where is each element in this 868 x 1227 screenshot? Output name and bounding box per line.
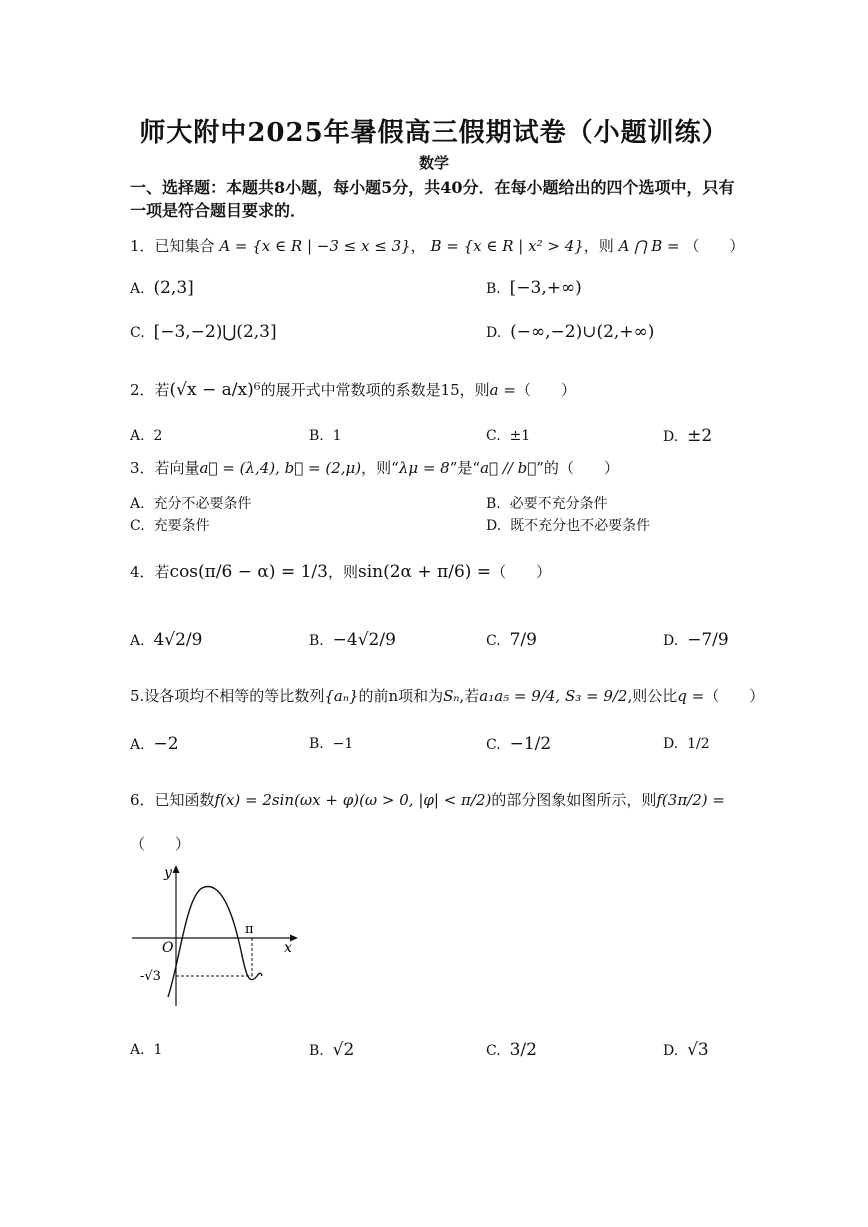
q4-option-a[interactable] [130,628,202,653]
q5-cond: a₁a₅ = 9/4, S₃ = 9/2 [479,687,628,705]
option-text: 充要条件 [153,518,210,534]
q5-option-b[interactable] [309,732,353,756]
q6-expr: f(3π/2) = [656,791,725,809]
option-text: −4√2/9 [332,630,396,650]
question-5 [130,684,764,708]
q6-function: f(x) = 2sin(ωx + φ)(ω > 0, |φ| < π/2) [214,791,492,809]
option-text: √3 [687,1040,709,1060]
option-text: 1/2 [687,736,710,752]
question-1 [130,234,744,258]
q5-option-a[interactable] [130,732,179,757]
option-letter: B. [309,633,324,649]
option-text: 1 [332,428,342,444]
q3-cond1: λμ = 8 [398,459,450,477]
question-3 [130,456,619,480]
q2-option-b[interactable] [309,424,342,448]
option-text: [−3,+∞) [509,278,582,298]
option-text: 4√2/9 [153,630,203,650]
option-text: −7/9 [687,630,729,650]
q5-option-d[interactable] [663,732,710,756]
option-text: √2 [332,1040,355,1060]
q3-option-c[interactable] [130,514,210,538]
q5-option-c[interactable] [486,732,551,757]
option-letter: C. [486,633,501,649]
option-letter: D. [663,736,679,752]
option-letter: B. [486,496,501,512]
option-text: 3/2 [509,1040,537,1060]
section-heading: 一、选择题：本题共8小题，每小题5分，共40分．在每小题给出的四个选项中，只有一项是符合题目要求的． [130,178,735,220]
option-text: ±1 [509,428,531,444]
q4-option-b[interactable] [309,628,396,653]
option-letter: A. [130,633,145,649]
q2-option-a[interactable] [130,424,162,448]
option-letter: D. [663,633,679,649]
q3-text3: ”的 [536,459,559,477]
option-letter: D. [486,518,502,534]
q1-comma: ， [410,237,426,255]
q1-set-b: B = {x ∈ R | x² > 4} [430,237,584,255]
q3-text1: ，则“ [361,459,399,477]
option-letter: B. [309,1043,324,1059]
q2-intro: 2．若 [130,381,170,399]
q5-text3: ,则公比 [627,687,678,705]
origin-label: O [162,940,174,956]
q3-option-b[interactable] [486,492,608,516]
option-text: −2 [153,734,179,754]
option-letter: D. [663,1043,679,1059]
q1-paren: （ ） [684,237,745,255]
option-text: −1/2 [509,734,552,754]
q3-text2: ”是“ [449,459,481,477]
q4-then: ，则 [327,563,358,581]
q3-option-a[interactable] [130,492,251,516]
option-text: 充分不必要条件 [153,496,252,512]
option-letter: C. [130,518,145,534]
q3-intro: 3．若向量 [130,459,200,477]
q4-intro: 4．若 [130,563,170,581]
option-letter: D. [486,325,502,341]
y-label: y [164,865,172,881]
q1-option-b[interactable] [486,276,582,301]
q6-option-a[interactable] [130,1038,162,1062]
q2-paren: （ ） [515,381,576,399]
option-letter: C. [130,325,145,341]
q5-seq: {aₙ} [324,687,359,705]
sine-curve [168,886,262,997]
q1-then: ，则 [583,237,614,255]
question-2 [130,378,576,402]
q3-cond2: a⃗ // b⃗ [480,459,537,477]
q2-option-d[interactable] [663,424,712,449]
q5-text2: ,若 [459,687,480,705]
question-6 [130,788,725,812]
q4-option-c[interactable] [486,628,537,653]
option-text: [−3,−2)⋃(2,3] [153,322,277,342]
q4-option-d[interactable] [663,628,729,653]
option-letter: C. [486,1043,501,1059]
q6-intro: 6．已知函数 [130,791,215,809]
option-text: 7/9 [509,630,537,650]
q6-option-b[interactable] [309,1038,354,1063]
option-text: ±2 [687,426,713,446]
option-letter: D. [663,429,679,445]
q5-var: q = [677,687,705,705]
option-letter: C. [486,737,501,753]
option-text: 2 [153,428,163,444]
question-4 [130,560,551,584]
q1-option-a[interactable] [130,276,194,301]
q1-option-c[interactable] [130,320,277,345]
q5-sn: Sₙ [443,687,460,705]
q6-paren: （ ） [130,835,191,853]
option-text: 必要不充分条件 [509,496,608,512]
q2-text: 的展开式中常数项的系数是15，则 [260,381,490,399]
q1-set-a: A = {x ∈ R | −3 ≤ x ≤ 3} [219,237,411,255]
neg-sqrt3-label: -√3 [140,969,161,984]
q6-sine-graph [128,860,308,1010]
option-text: (2,3] [153,278,194,298]
q3-option-d[interactable] [486,514,650,538]
y-axis-arrow-icon [173,865,180,873]
option-letter: A. [130,737,145,753]
q3-vectors: a⃗ = (λ,4), b⃗ = (2,μ) [199,459,362,477]
option-letter: A. [130,428,145,444]
option-text: 1 [153,1042,163,1058]
exam-title: 师大附中2025年暑假高三假期试卷（小题训练） [139,118,729,148]
q6-option-c[interactable] [486,1038,537,1063]
q1-expr: A ⋂ B = [618,237,680,255]
q5-paren: （ ） [704,687,765,705]
pi-label: π [245,922,254,937]
subject-label: 数学 [418,154,449,172]
q1-intro: 1．已知集合 [130,237,215,255]
q5-intro: 5.设各项均不相等的等比数列 [130,687,325,705]
option-letter: A. [130,496,145,512]
option-text: (−∞,−2)∪(2,+∞) [510,322,655,342]
q6-text: 的部分图象如图所示，则 [491,791,657,809]
q1-option-d[interactable] [486,320,654,345]
q5-text1: 的前n项和为 [358,687,444,705]
option-letter: A. [130,1042,145,1058]
q6-option-d[interactable] [663,1038,709,1063]
q4-paren: （ ） [491,563,552,581]
q3-paren: （ ） [558,459,619,477]
q4-given: cos(π/6 − α) = 1/3 [169,562,328,582]
option-letter: B. [309,428,324,444]
q2-binomial: (√x − a/x)⁶ [169,380,261,400]
option-letter: B. [309,736,324,752]
option-text: −1 [332,736,354,752]
option-letter: C. [486,428,501,444]
q2-option-c[interactable] [486,424,530,448]
option-text: 既不充分也不必要条件 [510,518,651,534]
x-label: x [284,940,292,956]
option-letter: A. [130,281,145,297]
q2-var: a = [489,381,516,399]
option-letter: B. [486,281,501,297]
q4-expr: sin(2α + π/6) = [357,562,492,582]
